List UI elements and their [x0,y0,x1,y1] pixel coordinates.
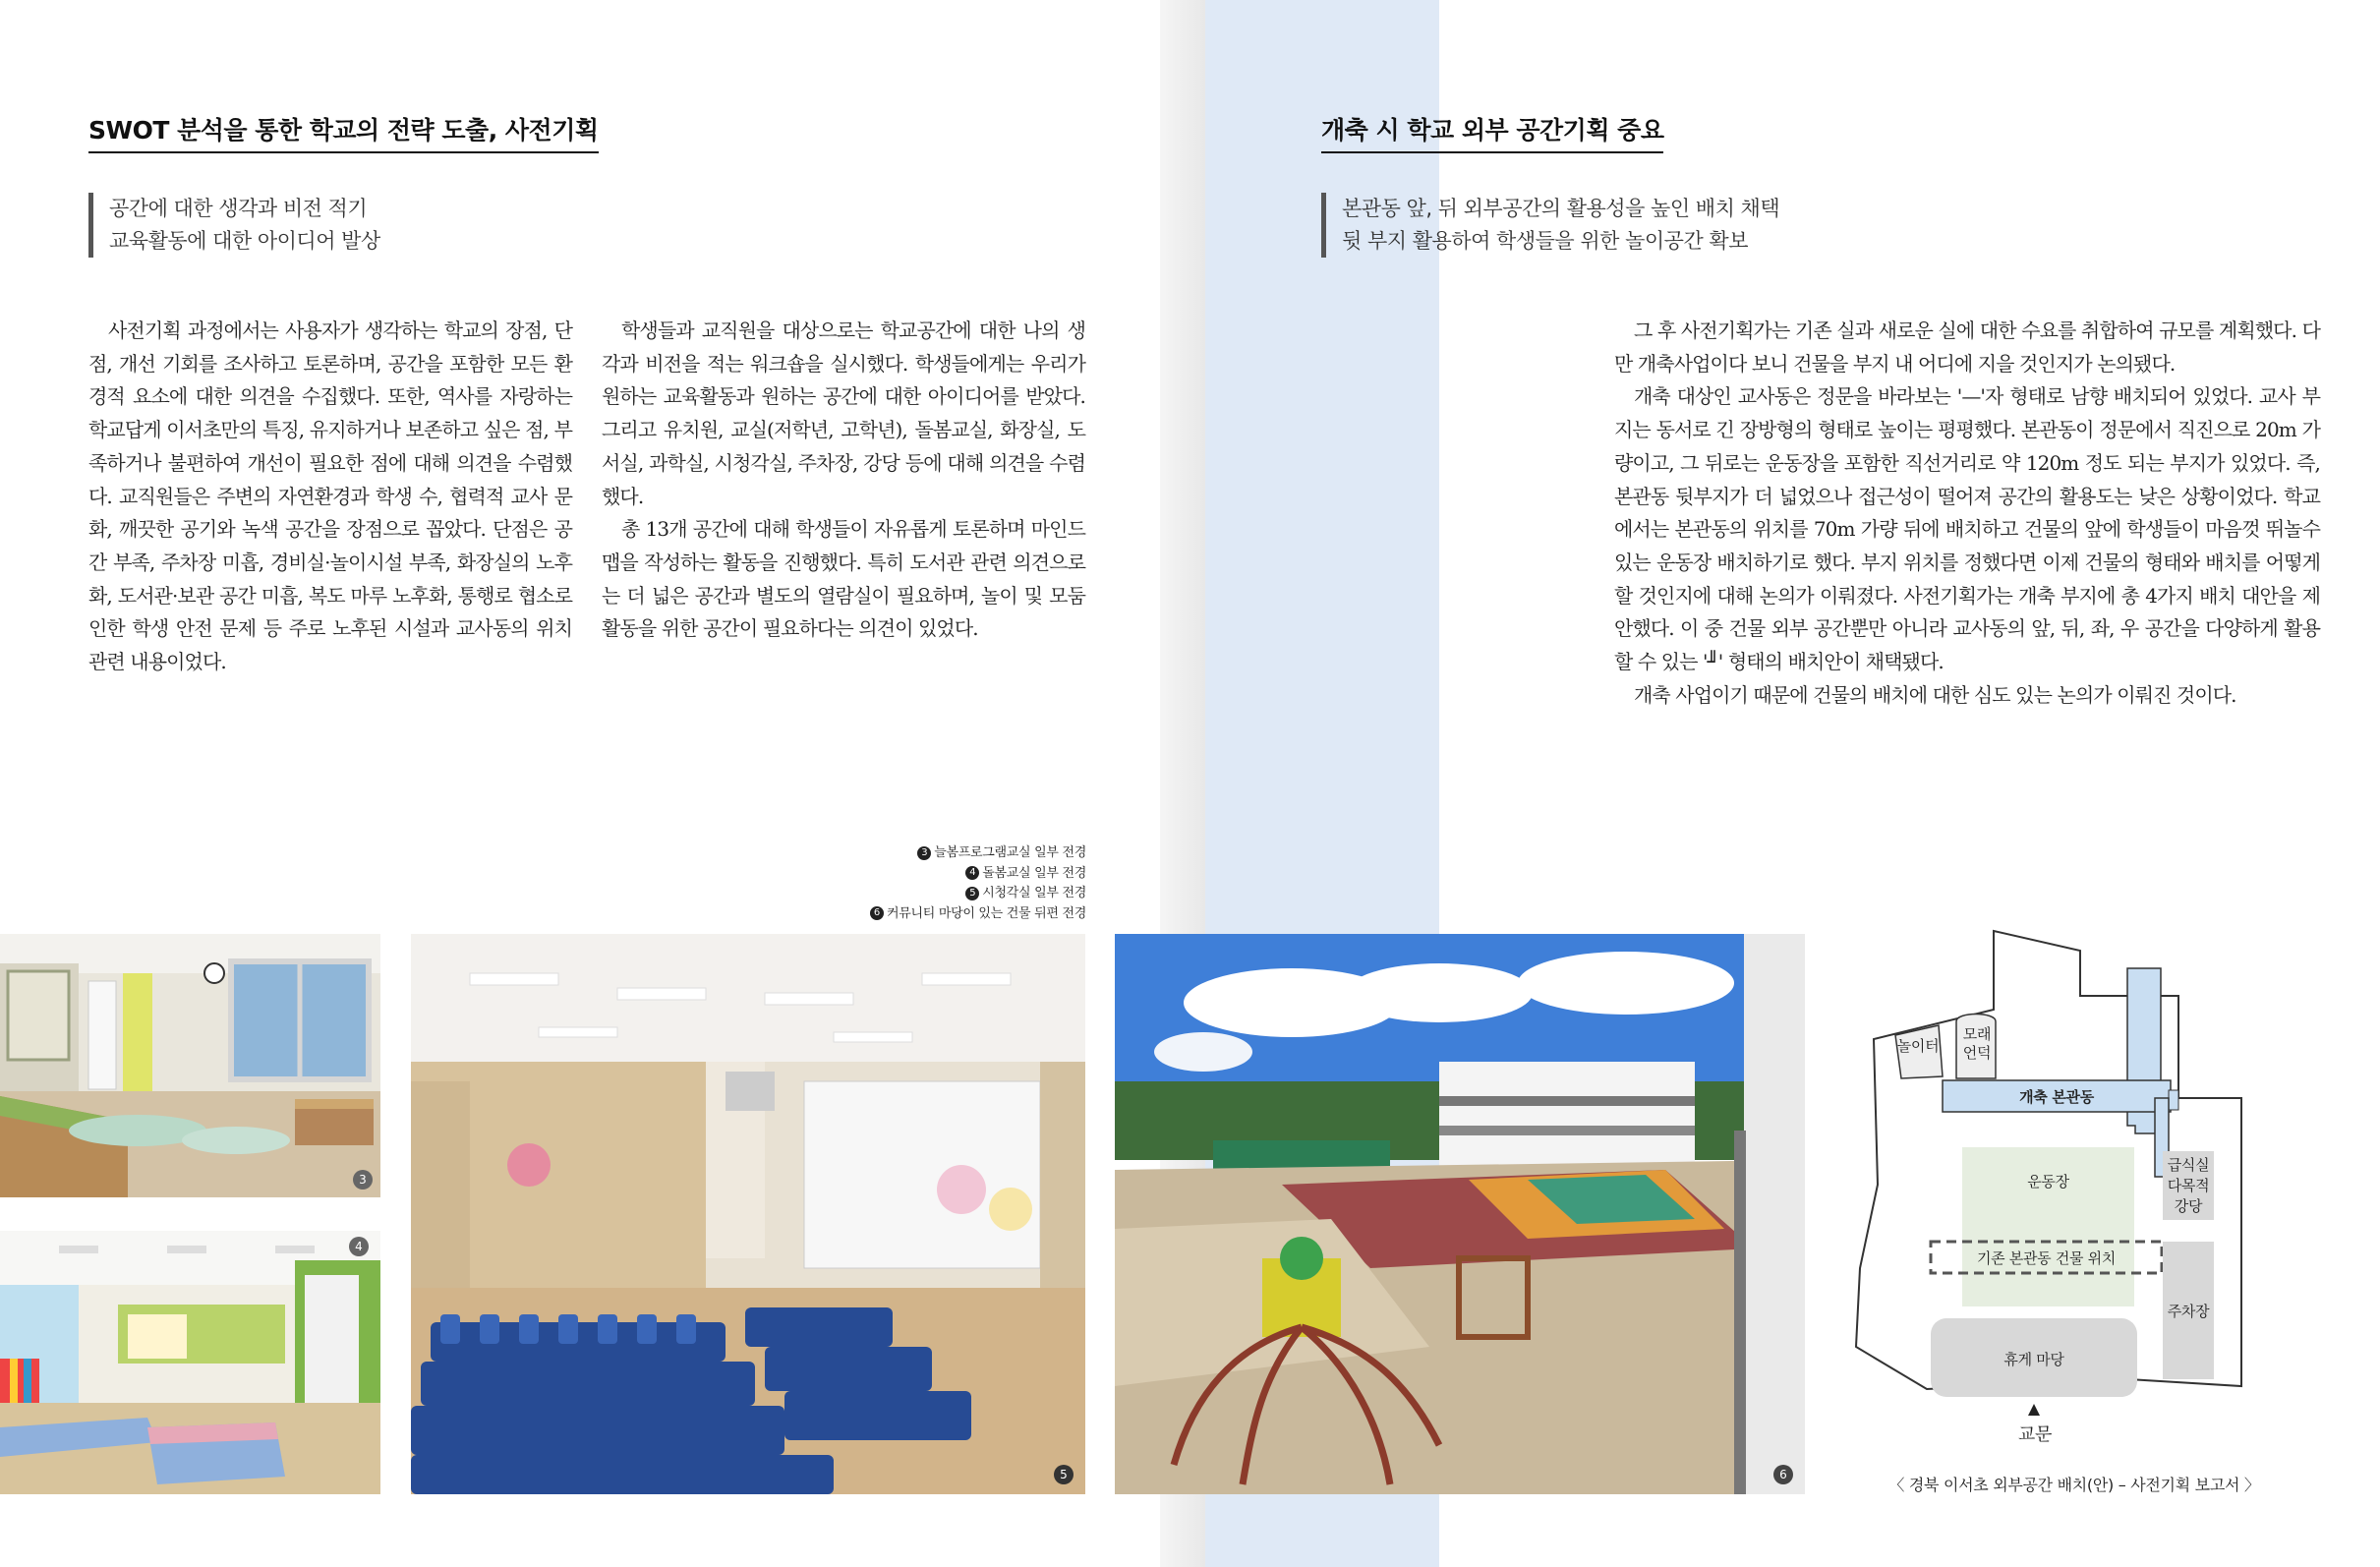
photo-care-classroom [0,1231,380,1494]
map-caption: 〈 경북 이서초 외부공간 배치(안) – 사전기획 보고서 〉 [1888,1476,2260,1494]
left-section-heading: SWOT 분석을 통한 학교의 전략 도출, 사전기획 [88,111,599,153]
caption-number: 6 [870,906,884,920]
right-body-column [1614,315,2320,712]
photo-number: 4 [349,1237,369,1256]
caption-number: 3 [917,846,931,860]
body-paragraph: 사전기획 과정에서는 사용자가 생각하는 학교의 장점, 단점, 개선 기회를 조사하고 토론하며, 공간을 포함한 모든 환경적 요소에 대한 의견을 수집했다. 또한, 역사를 자랑하는 학교답게 이서초만의 특징, 유지하거나 보존하고 싶은 점, 부족하거나 불편하여 개선이 필요한 점에 대해 의견을 수렴했다. 교직원들은 주변의 자연환경과 학생 수, 협력적 교사 문화, 깨끗한 공기와 녹색 공간을 장점으로 꼽았다. 단점은 공간 부족, 주차장 미흡, 경비실·놀이시설 부족, 화장실의 노후화, 도서관·보관 공간 미흡, 복도 마루 노후화, 통행로 협소로 인한 학생 안전 문제 등 주로 노후된 시설과 교사동의 위치 관련 내용이었다. [88,319,572,674]
photo-evening-program-classroom [0,934,380,1197]
map-label-sports-field: 운동장 [2027,1173,2069,1190]
right-subheading-line: 뒷 부지 활용하여 학생들을 위한 놀이공간 확보 [1342,229,1748,253]
map-label-rest-yard: 휴게 마당 [2003,1351,2064,1368]
body-paragraph: 개축 사업이기 때문에 건물의 배치에 대한 심도 있는 논의가 이뤄진 것이다. [1634,682,2236,707]
map-label-new-main-building: 개축 본관동 [2019,1088,2094,1106]
caption-text: 늘봄프로그램교실 일부 전경 [934,845,1086,860]
photo-number: 5 [1054,1465,1074,1484]
left-subheading [88,193,380,258]
caption-number: 5 [965,887,979,900]
map-label-sand-hill: 모래 언덕 [1962,1025,1992,1062]
right-subheading-line: 본관동 앞, 뒤 외부공간의 활용성을 높인 배치 채택 [1342,197,1780,220]
right-subheading [1321,193,1779,258]
photo-audiovisual-room [411,934,1085,1494]
body-paragraph: 총 13개 공간에 대해 학생들이 자유롭게 토론하며 마인드맵을 작성하는 활동을 진행했다. 특히 도서관 관련 의견으로는 더 넓은 공간과 별도의 열람실이 필요하며, 놀이 및 모둠활동을 위한 공간이 필요하다는 의견이 있었다. [602,517,1085,641]
caption-line [870,904,1086,925]
body-paragraph: 그 후 사전기획가는 기존 실과 새로운 실에 대한 수요를 취합하여 규모를 계획했다. 다만 개축사업이다 보니 건물을 부지 내 어디에 지을 것인지가 논의됐다. [1614,319,2320,376]
left-subheading-line: 교육활동에 대한 아이디어 발상 [109,229,380,253]
left-subheading-line: 공간에 대한 생각과 비전 적기 [109,197,368,220]
caption-text: 시청각실 일부 전경 [982,886,1086,900]
map-label-gate: 교문 [2017,1424,2053,1445]
body-paragraph: 개축 대상인 교사동은 정문을 바라보는 '—'자 형태로 남향 배치되어 있었다. 교사 부지는 동서로 긴 장방형의 형태로 높이는 평평했다. 본관동이 정문에서 직진으로 20m 가량이고, 그 뒤로는 운동장을 포함한 직선거리로 약 120m 정도 되는 부지가 있었다. 즉, 본관동 뒷부지가 더 넓었으나 접근성이 떨어져 공간의 활용도는 낮은 상황이었다. 학교에서는 본관동의 위치를 70m 가량 뒤에 배치하고 건물의 앞에 학생들이 마음껏 뛰놀수 있는 운동장 배치하기로 했다. 부지 위치를 정했다면 이제 건물의 형태와 배치를 어떻게 할 것인지에 대해 논의가 이뤄졌다. 사전기획가는 개축 부지에 총 4가지 배치 대안을 제안했다. 이 중 건물 외부 공간뿐만 아니라 교사동의 앞, 뒤, 좌, 우 공간을 다양하게 활용할 수 있는 '╜' 형태의 배치안이 채택됐다. [1614,384,2320,674]
caption-line [870,843,1086,864]
map-label-parking: 주차장 [2167,1303,2210,1320]
right-section-heading: 개축 시 학교 외부 공간기획 중요 [1321,111,1663,153]
caption-line [870,864,1086,885]
caption-text: 돌봄교실 일부 전경 [982,865,1086,881]
caption-line [870,884,1086,904]
map-label-playground: 놀이터 [1896,1037,1940,1055]
map-label-old-building-position: 기존 본관동 건물 위치 [1976,1249,2117,1267]
caption-number: 4 [965,866,979,880]
photo-captions [870,843,1086,924]
photo-number: 3 [353,1170,373,1190]
caption-text: 커뮤니티 마당이 있는 건물 뒤편 전경 [886,905,1086,921]
map-label-cafeteria: 급식실 다목적 강당 [2167,1156,2210,1215]
left-body-column-2 [602,315,1085,646]
photo-community-yard [1115,934,1805,1494]
photo-number: 6 [1773,1465,1793,1484]
site-plan-map [1848,929,2300,1499]
body-paragraph: 학생들과 교직원을 대상으로는 학교공간에 대한 나의 생각과 비전을 적는 워크숍을 실시했다. 학생들에게는 우리가 원하는 교육활동과 원하는 공간에 대한 아이디어를 받았다. 그리고 유치원, 교실(저학년, 고학년), 돌봄교실, 화장실, 도서실, 과학실, 시청각실, 주차장, 강당 등에 대해 의견을 수렴했다. [602,319,1085,508]
left-body-column-1 [88,315,572,679]
